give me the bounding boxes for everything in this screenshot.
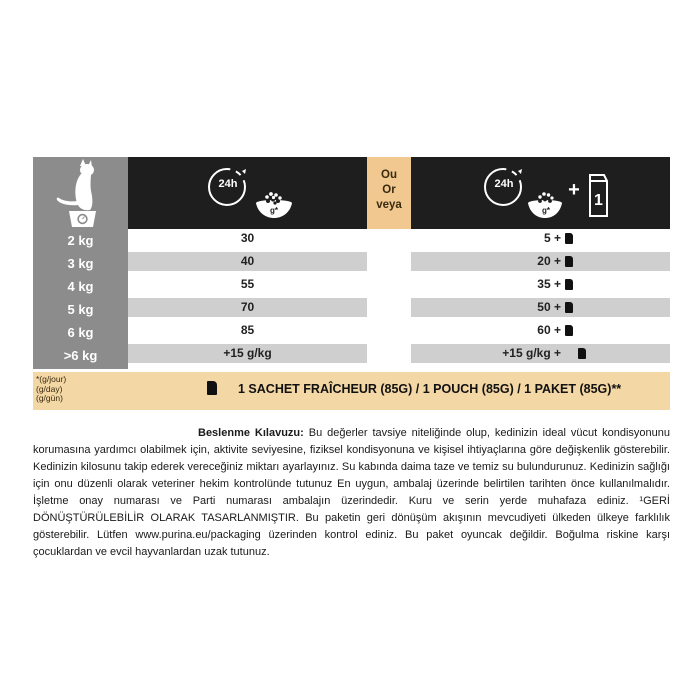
paragraph-title: Beslenme Kılavuzu: [198, 427, 304, 439]
pouch-only-text: 1 SACHET FRAÎCHEUR (85G) / 1 POUCH (85G) / 1 PAKET (85G)** [238, 382, 622, 396]
pouch-icon [565, 233, 573, 244]
dry-amount: 30 [240, 231, 255, 245]
or-column-strip [367, 229, 411, 369]
dry-amount: 55 [240, 277, 255, 291]
weight-label: 6 kg [67, 325, 94, 340]
pouch-icon [578, 348, 586, 359]
weight-label: 4 kg [67, 279, 94, 294]
or-label: Ou Or veya [376, 169, 402, 211]
pouch-icon [565, 325, 573, 336]
pouch-count: 1 [594, 192, 603, 209]
pouch-icon [565, 256, 573, 267]
bowl-unit-left: g* [270, 206, 278, 215]
bowl-unit-right: g* [542, 206, 550, 215]
dry-amount: 40 [240, 254, 255, 268]
clock-label-left: 24h [218, 178, 238, 190]
weight-label: 3 kg [67, 256, 94, 271]
mixed-amount: 35 + [537, 277, 561, 291]
feeding-guide-paragraph [33, 425, 670, 561]
plus-sign: + [568, 179, 580, 201]
units-note: *(g/jour) (g/day) (g/gün) [36, 374, 67, 403]
dry-feeding-icons [204, 163, 312, 225]
dry-amount: +15 g/kg [223, 346, 272, 360]
mixed-amount: 20 + [537, 254, 561, 268]
paragraph-body: Bu değerler tavsiye niteliğinde olup, kedinizin ideal vücut kondisyonunu korumasına yardımcı olabilmek için, aktivite seviyesine, fiziksel kondisyonuna ve kişisel ihtiyaçlarına göre değişkenlik gösterebilir. Kedinizin kilosunu takip ederek vereceğiniz miktarı ayarlayınız. Su kabında daima taze ve temiz su bulundurunuz. Kedinizin sağlığı için onu düzenli olarak veteriner hekim kontrolünde tutunuz En uygun, ambalaj üzerinde belirtilen tarihten önce kullanılmalıdır. İşletme onay numarası ve Parti numarası ambalajın üzerindedir. Kuru ve serin yerde muhafaza ediniz. ¹GERİ DÖNÜŞTÜRÜLEBİLİR OLARAK TASARLANMIŞTIR. Bu paketin geri dönüşüm akışının mevcudiyeti ülkeden ülkeye farklılık gösterebilir. Lütfen www.purina.eu/packaging üzerinden kontrol ediniz. Bu paket oyuncak değildir. Boğulma riskine karşı çocuklardan ve evcil hayvanlardan uzak tutunuz. [33, 427, 670, 558]
clock-label-right: 24h [494, 178, 514, 190]
pouch-icon [207, 381, 217, 395]
mixed-amount: 50 + [537, 300, 561, 314]
weight-label: 2 kg [67, 233, 94, 248]
dry-amount: 70 [240, 300, 255, 314]
mixed-amount: 60 + [537, 323, 561, 337]
dry-amount: 85 [240, 323, 255, 337]
pouch-icon [565, 302, 573, 313]
pouch-icon [565, 279, 573, 290]
mixed-amount: +15 g/kg + [502, 346, 561, 360]
weight-label: 5 kg [67, 302, 94, 317]
mixed-amount: 5 + [543, 231, 561, 245]
weight-label: >6 kg [63, 348, 98, 363]
cat-on-scale-icon [33, 157, 128, 229]
